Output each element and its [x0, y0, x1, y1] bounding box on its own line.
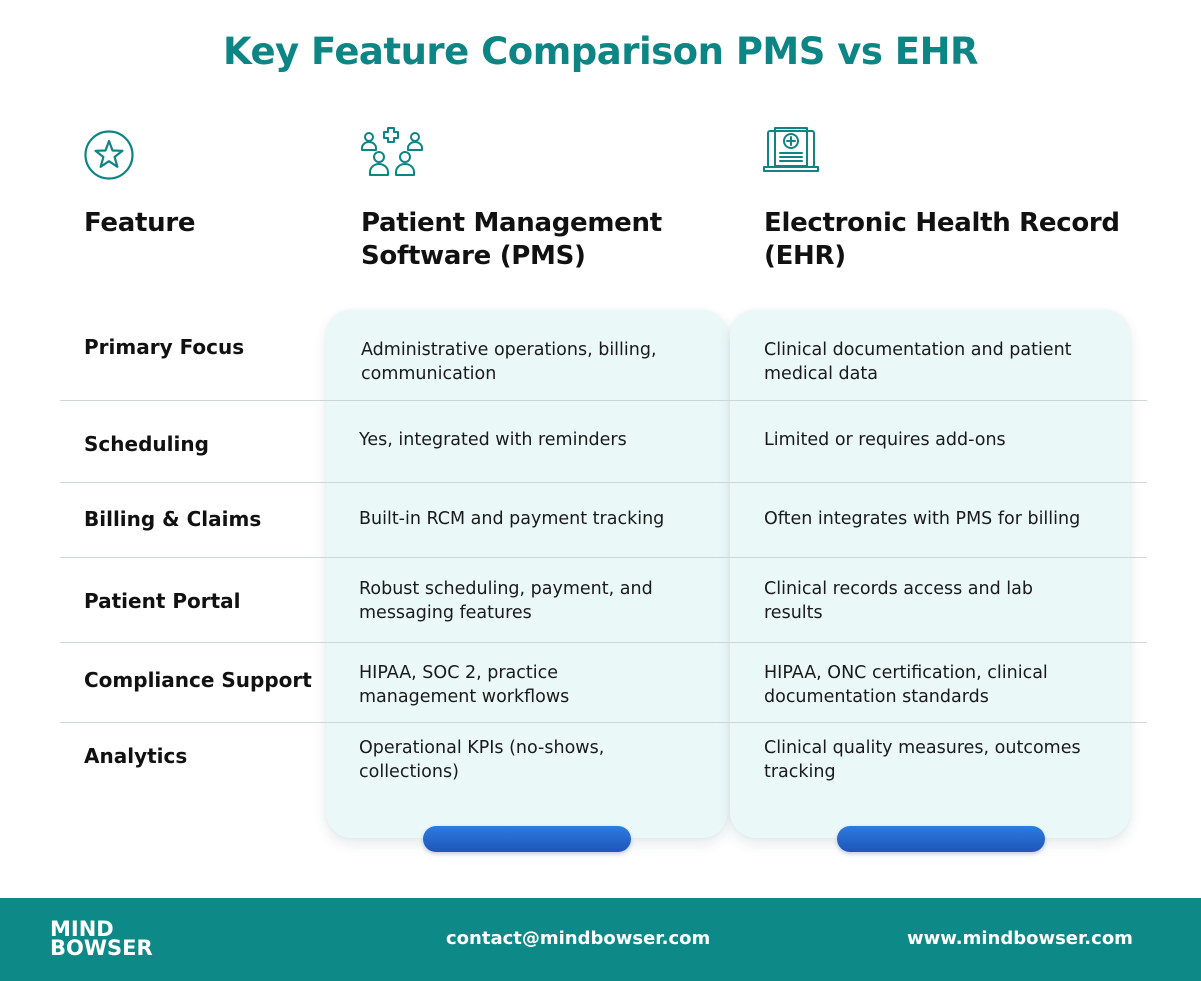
cell-line: Clinical records access and lab [764, 579, 1033, 599]
cell-line: Clinical documentation and patient [764, 340, 1072, 360]
row-divider [60, 482, 1147, 483]
contact-email-link[interactable]: contact@mindbowser.com [446, 928, 711, 949]
ehr-cell-scheduling [764, 428, 1006, 452]
cell-line: Built-in RCM and payment tracking [359, 509, 665, 529]
patients-medical-icon [359, 124, 425, 178]
pms-cell-primary-focus [361, 338, 657, 386]
page-title: Key Feature Comparison PMS vs EHR [222, 30, 979, 73]
cell-line: Clinical quality measures, outcomes [764, 738, 1081, 758]
pms-cell-scheduling [359, 428, 627, 452]
ehr-cell-primary-focus [764, 338, 1072, 386]
row-divider [60, 642, 1147, 643]
logo-line1: MIND [50, 917, 114, 941]
row-divider [60, 722, 1147, 723]
row-label-billing-claims: Billing & Claims [84, 507, 262, 531]
cell-line: results [764, 603, 823, 623]
cell-line: collections) [359, 762, 459, 782]
cell-line: medical data [764, 364, 878, 384]
cell-line: HIPAA, ONC certification, clinical [764, 663, 1048, 683]
cell-line: documentation standards [764, 687, 989, 707]
row-label-analytics: Analytics [84, 744, 188, 768]
ehr-cell-billing-claims [764, 507, 1080, 531]
star-badge-icon [83, 129, 135, 181]
column-header-pms-line2: Software (PMS) [361, 241, 586, 271]
ehr-cell-compliance-support [764, 661, 1048, 709]
health-record-monitor-icon [762, 126, 820, 176]
pms-cell-billing-claims [359, 507, 664, 531]
pms-cell-analytics [359, 736, 604, 784]
cell-line: HIPAA, SOC 2, practice [359, 663, 558, 683]
column-header-feature: Feature [84, 208, 196, 238]
cell-line: communication [361, 364, 497, 384]
column-header-pms [361, 207, 662, 273]
row-label-compliance-support: Compliance Support [84, 668, 312, 692]
column-header-ehr-line2: (EHR) [764, 241, 846, 271]
logo-line2: BOWSER [50, 936, 153, 960]
row-divider [60, 400, 1147, 401]
ehr-panel-pill [837, 826, 1045, 852]
column-header-ehr-line1: Electronic Health Record [764, 208, 1120, 238]
column-header-pms-line1: Patient Management [361, 208, 662, 238]
column-header-ehr [764, 207, 1120, 273]
cell-line: Yes, integrated with reminders [359, 430, 627, 450]
cell-line: tracking [764, 762, 836, 782]
pms-panel-pill [423, 826, 631, 852]
row-label-primary-focus: Primary Focus [84, 335, 245, 359]
ehr-cell-patient-portal [764, 577, 1033, 625]
row-divider [60, 557, 1147, 558]
cell-line: Often integrates with PMS for billing [764, 509, 1081, 529]
cell-line: Operational KPIs (no-shows, [359, 738, 605, 758]
website-link[interactable]: www.mindbowser.com [907, 928, 1133, 949]
cell-line: Robust scheduling, payment, and [359, 579, 653, 599]
pms-cell-patient-portal [359, 577, 653, 625]
ehr-cell-analytics [764, 736, 1081, 784]
cell-line: Limited or requires add-ons [764, 430, 1006, 450]
pms-cell-compliance-support [359, 661, 569, 709]
mindbowser-logo[interactable] [50, 917, 153, 960]
cell-line: Administrative operations, billing, [361, 340, 657, 360]
cell-line: messaging features [359, 603, 532, 623]
cell-line: management workflows [359, 687, 570, 707]
row-label-patient-portal: Patient Portal [84, 589, 241, 613]
row-label-scheduling: Scheduling [84, 432, 209, 456]
